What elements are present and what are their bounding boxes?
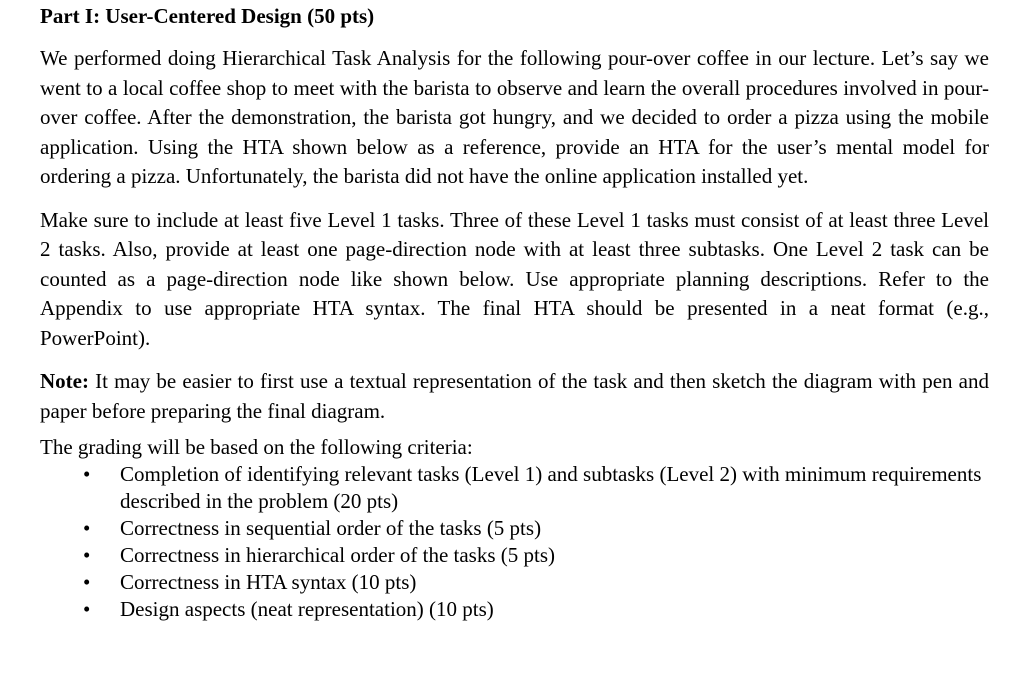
note-text: It may be easier to first use a textual representation of the task and then sketch the diagram with pen and paper before preparing the final diagram. — [40, 369, 989, 423]
criteria-item — [40, 515, 989, 542]
note-paragraph — [40, 367, 989, 426]
intro-paragraph: We performed doing Hierarchical Task Analysis for the following pour-over coffee in our lecture. Let’s say we went to a local coffee shop to meet with the barista to observe and learn the overall procedures involved in pour-over coffee. After the demonstration, the barista got hungry, and we decided to order a pizza using the mobile application. Using the HTA shown below as a reference, provide an HTA for the user’s mental model for ordering a pizza. Unfortunately, the barista did not have the online application installed yet. — [40, 46, 989, 188]
bullet-icon: • — [83, 543, 91, 567]
bullet-icon: • — [83, 597, 91, 621]
bullet-icon: • — [83, 462, 91, 486]
criteria-item-text: Correctness in HTA syntax (10 pts) — [120, 570, 417, 594]
bullet-icon: • — [83, 570, 91, 594]
section-title: Part I: User-Centered Design (50 pts) — [40, 4, 375, 28]
grading-criteria — [40, 434, 989, 623]
criteria-item-text: Correctness in hierarchical order of the tasks (5 pts) — [120, 543, 556, 567]
criteria-list — [40, 461, 989, 623]
note-label: Note: — [40, 369, 89, 393]
requirements-paragraph: Make sure to include at least five Level 1 tasks. Three of these Level 1 tasks must consist of at least three Level 2 tasks. Also, provide at least one page-direction node with at least three subtasks. One Level 2 task can be counted as a page-direction node like shown below. Use appropriate planning descriptions. Refer to the Appendix to use appropriate HTA syntax. The final HTA should be presented in a neat format (e.g., PowerPoint). — [40, 207, 989, 350]
criteria-item — [40, 569, 989, 596]
criteria-item-text: Correctness in sequential order of the tasks (5 pts) — [120, 516, 542, 540]
criteria-item — [40, 542, 989, 569]
criteria-intro: The grading will be based on the following criteria: — [40, 435, 473, 459]
criteria-item — [40, 461, 989, 515]
criteria-item-text: Completion of identifying relevant tasks (Level 1) and subtasks (Level 2) with minimum requirements described in the problem (20 pts) — [120, 462, 982, 513]
bullet-icon: • — [83, 516, 91, 540]
criteria-item — [40, 596, 989, 623]
criteria-item-text: Design aspects (neat representation) (10 pts) — [120, 597, 494, 621]
